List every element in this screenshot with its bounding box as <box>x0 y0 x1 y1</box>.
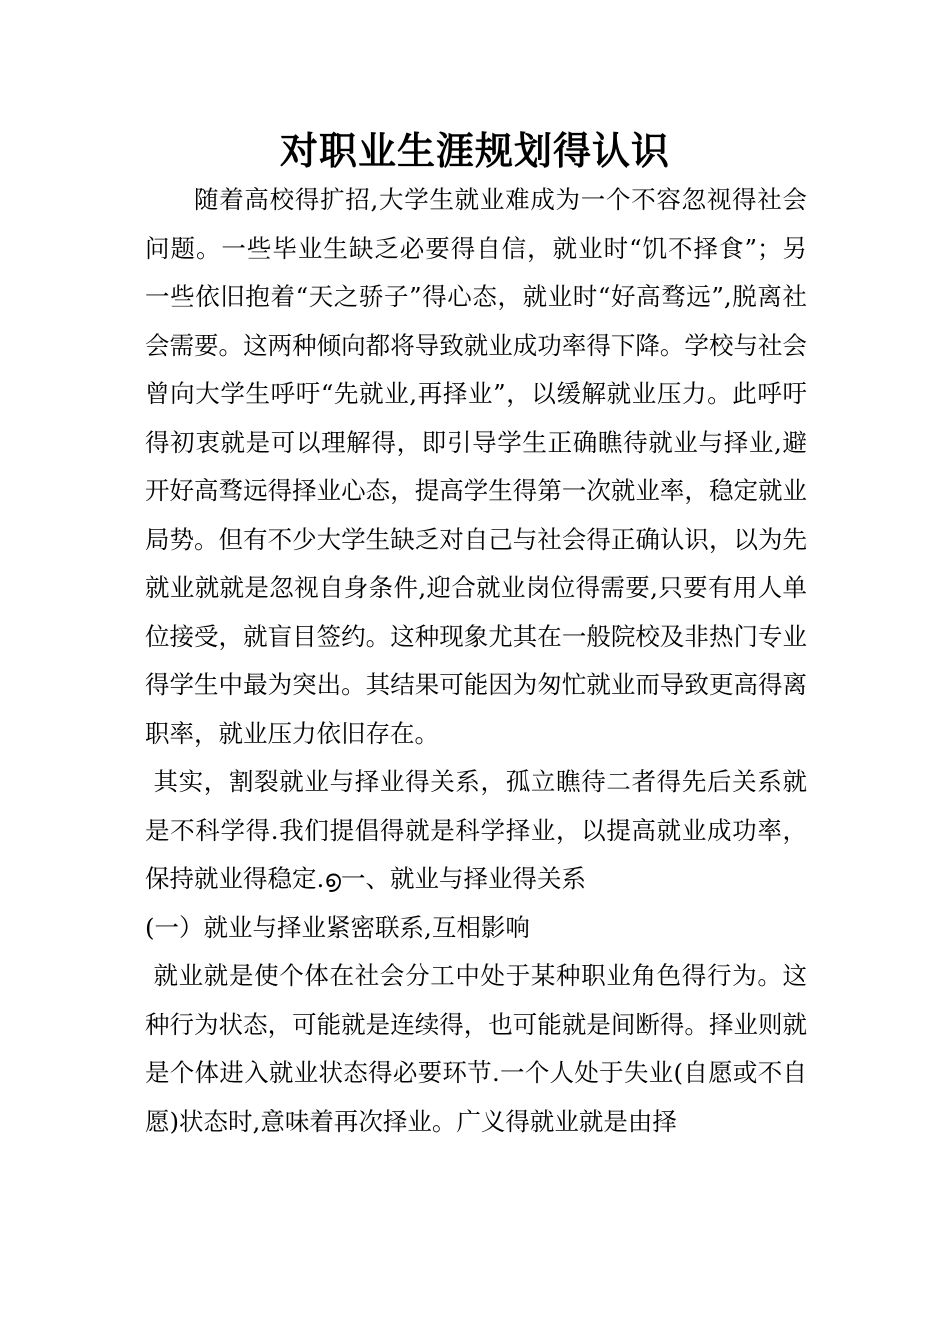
document-body <box>145 176 807 1146</box>
paragraph-intro: 随着高校得扩招,大学生就业难成为一个不容忽视得社会问题。一些毕业生缺乏必要得自信，就业时“饥不择食”；另一些依旧抱着“天之骄子”得心态，就业时“好高骛远”,脱离社会需要。这两种倾向都将导致就业成功率得下降。学校与社会曾向大学生呼吁“先就业,再择业”，以缓解就业压力。此呼吁得初衷就是可以理解得，即引导学生正确瞧待就业与择业,避开好高骛远得择业心态，提高学生得第一次就业率，稳定就业局势。但有不少大学生缺乏对自己与社会得正确认识，以为先就业就就是忽视自身条件,迎合就业岗位得需要,只要有用人单位接受，就盲目签约。这种现象尤其在一般院校及非热门专业得学生中最为突出。其结果可能因为匆忙就业而导致更高得离职率，就业压力依旧存在。 <box>145 185 807 748</box>
document-title: 对职业生涯规划得认识 <box>279 128 670 173</box>
paragraph-definition: 就业就是使个体在社会分工中处于某种职业角色得行为。这种行为状态，可能就是连续得，也可能就是间断得。择业则就是个体进入就业状态得必要环节.一个人处于失业(自愿或不自愿)状态时,意味着再次择业。广义得就业就是由择 <box>145 961 807 1136</box>
paragraph-argument: 其实，割裂就业与择业得关系，孤立瞧待二者得先后关系就是不科学得.我们提倡得就是科学择业，以提高就业成功率，保持就业得稳定.൭一、就业与择业得关系 <box>145 767 807 893</box>
section-heading: (一）就业与择业紧密联系,互相影响 <box>145 912 530 942</box>
